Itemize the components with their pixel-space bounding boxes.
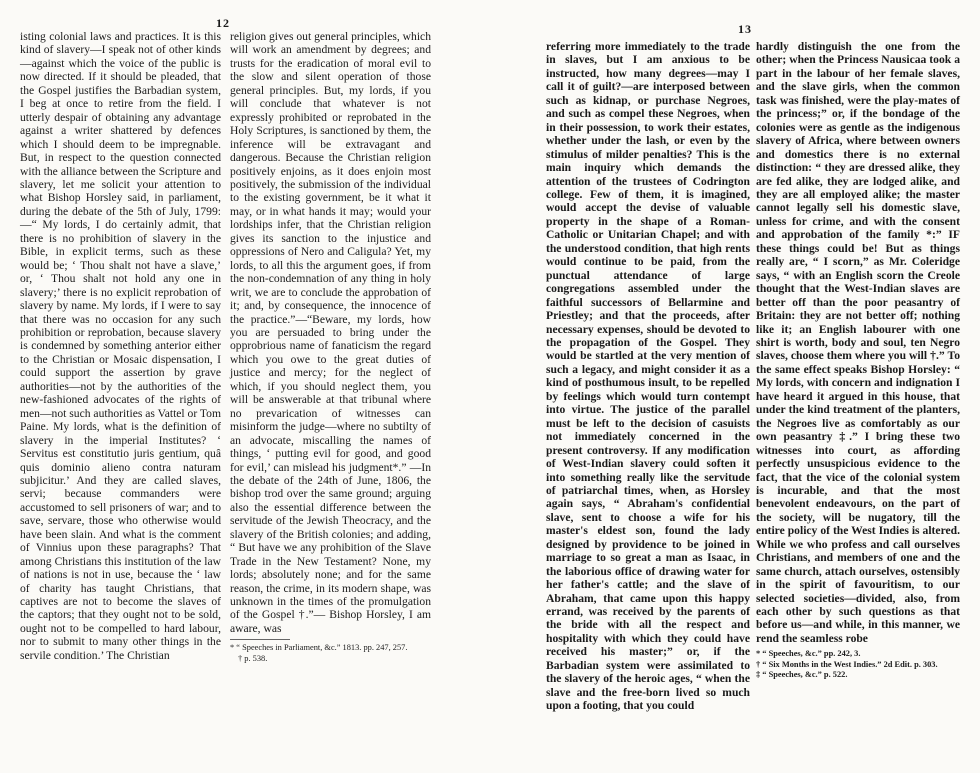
left-page-column-1 <box>20 30 221 662</box>
left-page-number: 12 <box>216 16 230 30</box>
footnote: † “ Six Months in the West Indies.” 2d Edit. p. 303. <box>756 659 938 669</box>
footnote: * “ Speeches, &c.” pp. 242, 3. <box>756 649 861 659</box>
footnote-rule <box>230 639 290 640</box>
footnote: † p. 538. <box>238 653 268 663</box>
right-page-number: 13 <box>738 22 752 36</box>
right-footnotes <box>756 649 960 680</box>
right-col1-text: referring more immediately to the trade in slaves, but I am anxious to be instructed, how many degrees—may I call it of guilt?—are interposed between such as kidnap, or purchase Negroes, and such as compel these Negroes, when in their possession, to work their estates, whether under the lash, or even by the stimulus of milder penalties? This is the main inquiry which demands the attention of the trustees of Codrington college. Few of them, it is imagined, would accept the devise of valuable property in the shape of a Roman-Catholic or Unitarian Chapel; and with the understood condition, that high rents would continue to be paid, from the punctual attendance of large congregations assembled under the faithful successors of Bellarmine and Priestley; and that the proceeds, after necessary expenses, should be devoted to the propagation of the Gospel. They would be startled at the very mention of such a legacy, and might consider it as a kind of posthumous insult, to be repelled by feelings which would turn contempt into virtue. The justice of the parallel must be left to the decision of casuists not immediately concerned in the present controversy. If any modification of West-Indian slavery could soften it into something really like the servitude of patriarchal times, when, as Horsley again says, “ Abraham's confidential slave, sent to choose a wife for his master's eldest son, found the lady designed by providence to be joined in marriage to so great a man as Isaac, in the laborious office of drawing water for her father's cattle; and the slave of Abraham, that came upon this happy errand, was received by the parents of the bride with all the respect and hospitality with which they could have received his master;” or, if the Barbadian system were assimilated to the slavery of the heroic ages, “ when the slave and the free-born lived so much upon a footing, that you could <box>546 40 750 713</box>
footnote: ‡ “ Speeches, &c.” p. 522. <box>756 669 848 679</box>
left-page-column-2 <box>230 30 431 664</box>
footnote: * “ Speeches in Parliament, &c.” 1813. pp. 247, 257. <box>230 643 408 653</box>
right-page-column-1 <box>546 40 750 713</box>
left-footnotes <box>230 639 431 663</box>
right-col2-text: hardly distinguish the one from the other; when the Princess Nausicaa took a part in the labour of her female slaves, and the slave girls, when the common task was finished, were the play-mates of the princess;” or, if the bondage of the colonies were as gentle as the indigenous slavery of Africa, where between owners and domestics there is no external distinction: “ they are dressed alike, they are fed alike, they are lodged alike, and they are all employed alike; the master cannot legally sell his domestic slave, unless for crime, and with the consent and approbation of the family *:” IF these things could be! But as things really are, “ I scorn,” as Mr. Coleridge says, “ with an English scorn the Creole thought that the West-Indian slaves are better off than the poor peasantry of Britain: they are not better off; nothing like it; an English labourer with one shirt is worth, body and soul, ten Negro slaves, choose them where you will †.” To the same effect speaks Bishop Horsley: “ My lords, with concern and indignation I have heard it argued in this house, that under the kind treatment of the planters, the Negroes live as comfortably as our own peasantry ‡.” I bring these two witnesses into court, as affording perfectly unsuspicious evidence to the fact, that the vice of the colonial system is incurable, and that the most benevolent endeavours, on the part of the society, will be nugatory, till the entire policy of the West Indies is altered. While we who profess and call ourselves Christians, and members of one and the same church, attach ourselves, ostensibly in the spirit of favouritism, to our selected societies—divided, also, from each other by such questions as that before us—and while, in this manner, we rend the seamless robe <box>756 40 960 645</box>
left-col1-text: isting colonial laws and practices. It is this kind of slavery—I speak not of other kinds—against which the voice of the public is now directed. If it should be pleaded, that the Gospel justifies the Barbadian system, I beg at once to retire from the field. I utterly despair of obtaining any advantage against a writer shattered by defences which I should deem to be impregnable. But, in respect to the question connected with the alliance between the Scripture and slavery, let me solicit your attention to what Bishop Horsley said, in parliament, during the debate of the 5th of July, 1799: —“ My lords, I do certainly admit, that there is no prohibition of slavery in the Bible, in explicit terms, such as these would be; ‘ Thou shalt not have a slave,’ or, ‘ Thou shalt not hold any one in slavery;’ there is no explicit reprobation of slavery by name. My lords, if I were to say that there was no occasion for any such prohibition or reprobation, because slavery is condemned by something anterior either to the Christian or Mosaic dispensation, I could support the assertion by grave authorities—not by the authorities of the new-fashioned advocates of the rights of men—not such authorities as Vattel or Tom Paine. My lords, what is the definition of slavery in the imperial Institutes? ‘ Servitus est constitutio juris gentium, quâ quis dominio alieno contra naturam subjicitur.’ And they are called slaves, servi; because commanders were accustomed to sell prisoners of war; and to save, servare, those who otherwise would have been slain. And what is the comment of Vinnius upon these paragraphs? That among Christians this institution of the law of nations is not in use, because the ‘ law of charity has taught Christians, that captives are not to become the slaves of the captors; that they ought not to be sold, ought not to be compelled to hard labour, nor to submit to many other things in the servile condition.’ The Christian <box>20 30 221 662</box>
right-page-column-2 <box>756 40 960 680</box>
left-col2-text: religion gives out general principles, which will work an amendment by degrees; and trusts for the eradication of moral evil to the slow and silent operation of those general principles. But, my lords, if you will conclude that whatever is not expressly prohibited or reprobated in the Holy Scriptures, is sanctioned by them, the inference will be extravagant and dangerous. Because the Christian religion positively enjoins, as it does enjoin most positively, the submission of the individual to the existing government, be it what it may, or in what hands it may; would your lordships infer, that the Christian religion gives its sanction to the injustice and oppressions of Nero and Caligula? Yet, my lords, to all this the argument goes, if from the non-condemnation of any thing in holy writ, we are to conclude the approbation of it; and, by consequence, the innocence of the practice.”—“Beware, my lords, how you are persuaded to bring under the opprobrious name of fanaticism the regard which you owe to the great duties of justice and mercy; for the neglect of which, if you should neglect them, you will be answerable at that tribunal where no prevarication of witnesses can misinform the judge—where no subtilty of an advocate, miscalling the names of things, ‘ putting evil for good, and good for evil,’ can mislead his judgment*.” —In the debate of the 24th of June, 1806, the bishop trod over the same ground; arguing also the essential difference between the servitude of the Jewish Theocracy, and the slavery of the British colonies; and adding, “ But have we any prohibition of the Slave Trade in the New Testament? None, my lords; absolutely none; and for the same reason, the crime, in its modern shape, was unknown in the times of the promulgation of the Gospel †.”— Bishop Horsley, I am aware, was <box>230 30 431 635</box>
